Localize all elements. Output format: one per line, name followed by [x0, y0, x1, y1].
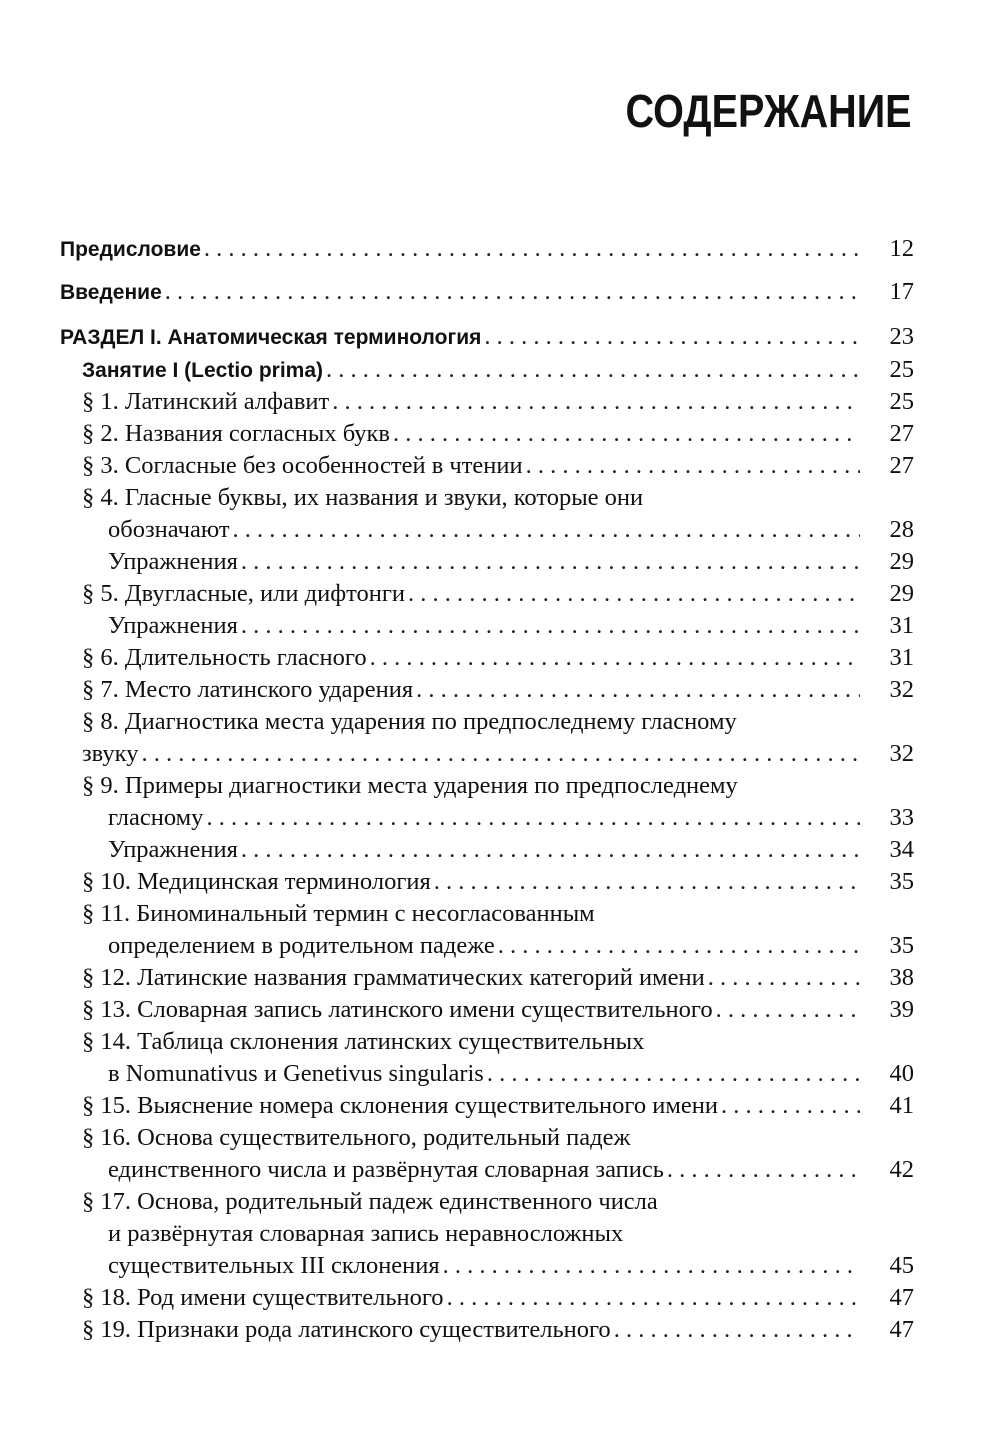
toc-entry-title: § 3. Согласные без особенностей в чтении	[82, 452, 523, 479]
toc-entry-title: РАЗДЕЛ I. Анатомическая терминология	[60, 326, 482, 349]
toc-page-number: 47	[889, 1284, 914, 1311]
toc-page-number: 29	[889, 580, 914, 607]
leader-dots	[444, 1282, 860, 1314]
toc-page-number: 33	[889, 804, 914, 831]
toc-page-number: 34	[889, 836, 914, 863]
toc-entry-title: § 19. Признаки рода латинского существительного	[82, 1316, 611, 1343]
toc-entry-title-line: в Nomunativus и Genetivus singularis	[108, 1060, 484, 1087]
toc-page-number: 32	[889, 676, 914, 703]
leader-dots	[718, 1090, 860, 1122]
toc-page-number: 45	[889, 1252, 914, 1279]
leader-dots	[484, 1058, 860, 1090]
leader-dots	[523, 450, 860, 482]
toc-page-number: 41	[889, 1092, 914, 1119]
leader-dots	[367, 642, 860, 674]
toc-page-number: 35	[889, 932, 914, 959]
toc-entry-title: Введение	[60, 281, 162, 304]
toc-page-number: 17	[889, 278, 914, 305]
toc-entry-title: Упражнения	[108, 836, 238, 863]
leader-dots	[329, 386, 860, 418]
toc-page-number: 31	[889, 644, 914, 671]
toc-page-number: 12	[889, 235, 914, 262]
toc-page-number: 27	[889, 420, 914, 447]
leader-dots	[323, 354, 860, 386]
leader-dots	[611, 1314, 860, 1346]
toc-entry-title: § 6. Длительность гласного	[82, 644, 367, 671]
leader-dots	[238, 546, 860, 578]
toc-page-number: 39	[889, 996, 914, 1023]
toc-page-number: 28	[889, 516, 914, 543]
toc-entry-title: § 2. Названия согласных букв	[82, 420, 390, 447]
toc-page-number: 35	[889, 868, 914, 895]
toc-entry-title-line: § 17. Основа, родительный падеж единственного числа	[82, 1188, 658, 1215]
leader-dots	[238, 834, 860, 866]
toc-page-number: 29	[889, 548, 914, 575]
toc-entry-title: § 15. Выяснение номера склонения существительного имени	[82, 1092, 718, 1119]
leader-dots	[495, 930, 860, 962]
toc-entry-title-line: существительных III склонения	[108, 1252, 440, 1279]
toc-entry-title: Упражнения	[108, 612, 238, 639]
toc-page-number: 23	[889, 323, 914, 350]
toc-entry-title-line: § 11. Биноминальный термин с несогласованным	[82, 900, 595, 927]
leader-dots	[203, 802, 860, 834]
toc-entry-title: § 13. Словарная запись латинского имени существительного	[82, 996, 713, 1023]
leader-dots	[713, 994, 860, 1026]
toc-entry-title: Предисловие	[60, 238, 201, 261]
toc-entry-title: § 10. Медицинская терминология	[82, 868, 431, 895]
toc-entry-title: § 7. Место латинского ударения	[82, 676, 414, 703]
leader-dots	[664, 1154, 860, 1186]
leader-dots	[413, 674, 860, 706]
toc-entry-title-line: § 8. Диагностика места ударения по предпоследнему гласному	[82, 708, 737, 735]
toc-entry-title-line: § 16. Основа существительного, родительный падеж	[82, 1124, 631, 1151]
toc-entry-title-line: гласному	[108, 804, 204, 831]
leader-dots	[705, 962, 860, 994]
leader-dots	[162, 276, 860, 308]
toc-entry-title: § 5. Двугласные, или дифтонги	[82, 580, 405, 607]
toc-entry-title-line: обозначают	[108, 516, 230, 543]
toc-page-number: 42	[889, 1156, 914, 1183]
leader-dots	[440, 1250, 860, 1282]
toc-entry-title: § 18. Род имени существительного	[82, 1284, 444, 1311]
leader-dots	[405, 578, 860, 610]
toc-entry-title-line: § 4. Гласные буквы, их названия и звуки, которые они	[82, 484, 644, 511]
leader-dots	[201, 233, 860, 265]
leader-dots	[481, 321, 860, 353]
toc-page-number: 31	[889, 612, 914, 639]
toc-page-number: 47	[889, 1316, 914, 1343]
toc-page-number: 32	[889, 740, 914, 767]
toc-entry-title-line: § 14. Таблица склонения латинских существительных	[82, 1028, 645, 1055]
toc-page-number: 40	[889, 1060, 914, 1087]
toc-entry-title-line: единственного числа и развёрнутая словарная запись	[108, 1156, 664, 1183]
toc-page-number: 25	[889, 388, 914, 415]
leader-dots	[431, 866, 860, 898]
toc-entry-title-line: звуку	[82, 740, 139, 767]
toc-entry-title: § 1. Латинский алфавит	[82, 388, 330, 415]
leader-dots	[238, 610, 860, 642]
toc-entry-title: § 12. Латинские названия грамматических категорий имени	[82, 964, 705, 991]
toc-page-number: 27	[889, 452, 914, 479]
toc-entry-title: Занятие I (Lectio prima)	[82, 359, 323, 382]
toc-page-number: 25	[889, 356, 914, 383]
toc-page-number: 38	[889, 964, 914, 991]
toc-entry-title-line: определением в родительном падеже	[108, 932, 495, 959]
leader-dots	[390, 418, 860, 450]
leader-dots	[230, 514, 860, 546]
toc-entry-title-line: § 9. Примеры диагностики места ударения по предпоследнему	[82, 772, 738, 799]
page-title: СОДЕРЖАНИЕ	[626, 85, 912, 137]
leader-dots	[138, 738, 860, 770]
toc-entry-title-line: и развёрнутая словарная запись неравносложных	[108, 1220, 624, 1247]
toc-entry-title: Упражнения	[108, 548, 238, 575]
